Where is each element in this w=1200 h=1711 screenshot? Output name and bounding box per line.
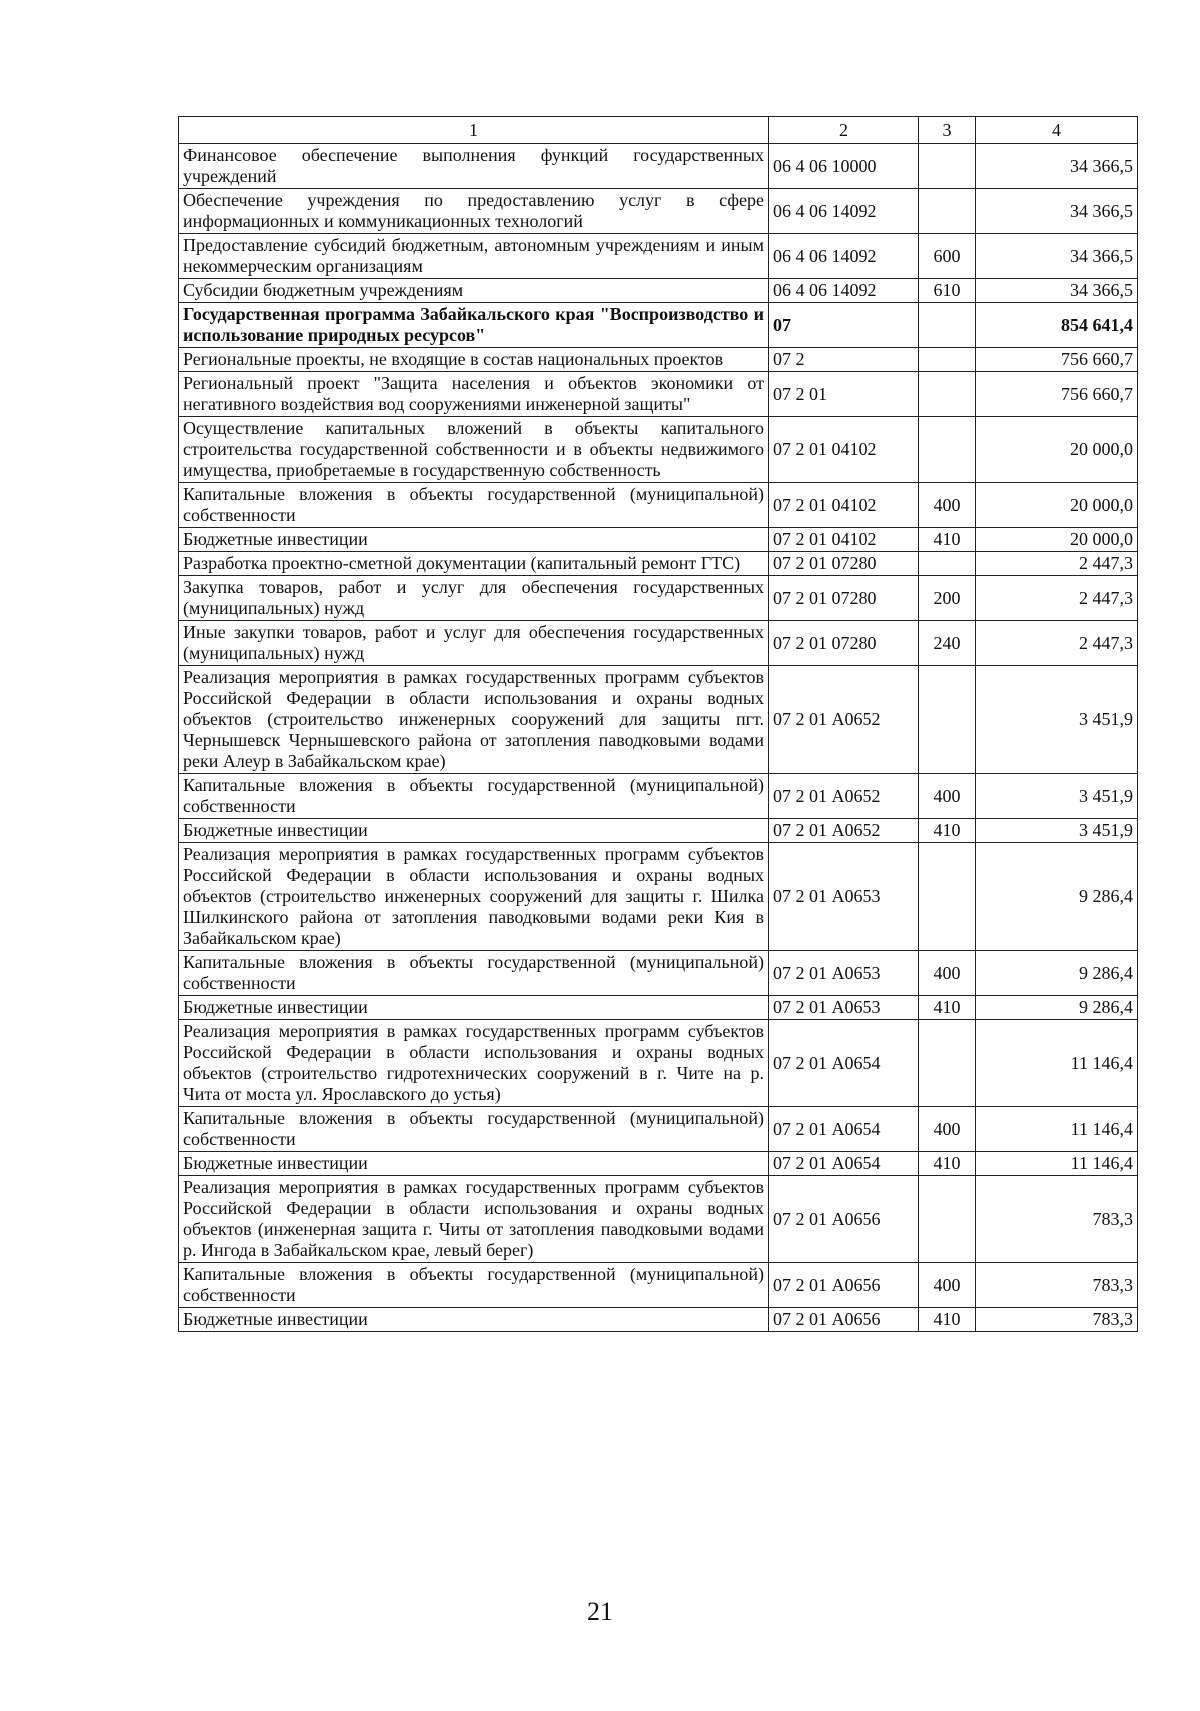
row-amount-cell: 9 286,4 bbox=[976, 996, 1138, 1020]
table-row bbox=[179, 483, 1138, 528]
row-code-cell: 07 2 01 А0652 bbox=[769, 774, 919, 819]
row-amount-cell: 11 146,4 bbox=[976, 1152, 1138, 1176]
row-name-cell: Бюджетные инвестиции bbox=[179, 996, 769, 1020]
row-name-cell: Государственная программа Забайкальского края "Воспроизводство и использование природных ресурсов" bbox=[179, 303, 769, 348]
row-amount-cell: 783,3 bbox=[976, 1308, 1138, 1332]
row-type-cell bbox=[919, 372, 976, 417]
row-code-cell: 06 4 06 14092 bbox=[769, 279, 919, 303]
row-name-cell: Реализация мероприятия в рамках государственных программ субъектов Российской Федерации в области использования и охраны водных объектов (строительство инженерных сооружений для защиты г. Шилка Шилкинского района от затопления паводковыми водами реки Кия в Забайкальском крае) bbox=[179, 843, 769, 951]
row-code-cell: 07 2 01 07280 bbox=[769, 621, 919, 666]
row-code-cell: 07 2 01 А0652 bbox=[769, 819, 919, 843]
header-col-3: 3 bbox=[919, 117, 976, 144]
row-amount-cell: 3 451,9 bbox=[976, 774, 1138, 819]
row-amount-cell: 9 286,4 bbox=[976, 951, 1138, 996]
row-amount-cell: 3 451,9 bbox=[976, 819, 1138, 843]
row-code-cell: 07 bbox=[769, 303, 919, 348]
table-row bbox=[179, 417, 1138, 483]
row-code-cell: 06 4 06 14092 bbox=[769, 189, 919, 234]
page-number: 21 bbox=[587, 1597, 613, 1626]
row-type-cell: 240 bbox=[919, 621, 976, 666]
row-amount-cell: 783,3 bbox=[976, 1263, 1138, 1308]
table-row bbox=[179, 528, 1138, 552]
row-type-cell bbox=[919, 303, 976, 348]
row-amount-cell: 34 366,5 bbox=[976, 234, 1138, 279]
row-code-cell: 06 4 06 14092 bbox=[769, 234, 919, 279]
row-type-cell: 400 bbox=[919, 1263, 976, 1308]
row-name-cell: Предоставление субсидий бюджетным, автономным учреждениям и иным некоммерческим организациям bbox=[179, 234, 769, 279]
row-type-cell bbox=[919, 348, 976, 372]
row-amount-cell: 20 000,0 bbox=[976, 483, 1138, 528]
row-type-cell: 410 bbox=[919, 1152, 976, 1176]
row-type-cell bbox=[919, 417, 976, 483]
row-amount-cell: 20 000,0 bbox=[976, 528, 1138, 552]
row-name-cell: Реализация мероприятия в рамках государственных программ субъектов Российской Федерации в области использования и охраны водных объектов (строительство инженерных сооружений для защиты пгт. Чернышевск Чернышевского района от затопления паводковыми водами реки Алеур в Забайкальском крае) bbox=[179, 666, 769, 774]
row-name-cell: Капитальные вложения в объекты государственной (муниципальной) собственности bbox=[179, 483, 769, 528]
row-code-cell: 07 2 01 07280 bbox=[769, 576, 919, 621]
row-amount-cell: 34 366,5 bbox=[976, 144, 1138, 189]
row-code-cell: 07 2 01 А0654 bbox=[769, 1152, 919, 1176]
row-type-cell bbox=[919, 843, 976, 951]
row-name-cell: Бюджетные инвестиции bbox=[179, 1308, 769, 1332]
row-name-cell: Региональные проекты, не входящие в состав национальных проектов bbox=[179, 348, 769, 372]
row-amount-cell: 34 366,5 bbox=[976, 189, 1138, 234]
table-row bbox=[179, 279, 1138, 303]
row-code-cell: 07 2 01 04102 bbox=[769, 483, 919, 528]
table-row bbox=[179, 303, 1138, 348]
row-code-cell: 07 2 bbox=[769, 348, 919, 372]
row-type-cell: 200 bbox=[919, 576, 976, 621]
row-amount-cell: 854 641,4 bbox=[976, 303, 1138, 348]
table-row bbox=[179, 348, 1138, 372]
table-row bbox=[179, 666, 1138, 774]
table-row bbox=[179, 621, 1138, 666]
row-code-cell: 07 2 01 04102 bbox=[769, 417, 919, 483]
row-code-cell: 07 2 01 07280 bbox=[769, 552, 919, 576]
row-code-cell: 07 2 01 А0653 bbox=[769, 951, 919, 996]
table-row bbox=[179, 996, 1138, 1020]
row-name-cell: Осуществление капитальных вложений в объекты капитального строительства государственной собственности и в объекты недвижимого имущества, приобретаемые в государственную собственность bbox=[179, 417, 769, 483]
row-code-cell: 07 2 01 А0656 bbox=[769, 1176, 919, 1263]
row-type-cell: 400 bbox=[919, 951, 976, 996]
row-name-cell: Капитальные вложения в объекты государственной (муниципальной) собственности bbox=[179, 951, 769, 996]
table-row bbox=[179, 1152, 1138, 1176]
row-amount-cell: 756 660,7 bbox=[976, 348, 1138, 372]
table-row bbox=[179, 189, 1138, 234]
row-amount-cell: 11 146,4 bbox=[976, 1107, 1138, 1152]
table-row bbox=[179, 1176, 1138, 1263]
row-code-cell: 07 2 01 04102 bbox=[769, 528, 919, 552]
row-amount-cell: 2 447,3 bbox=[976, 576, 1138, 621]
row-type-cell: 410 bbox=[919, 1308, 976, 1332]
row-name-cell: Закупка товаров, работ и услуг для обеспечения государственных (муниципальных) нужд bbox=[179, 576, 769, 621]
table-body bbox=[179, 144, 1138, 1332]
row-amount-cell: 2 447,3 bbox=[976, 552, 1138, 576]
row-type-cell bbox=[919, 189, 976, 234]
row-code-cell: 07 2 01 А0654 bbox=[769, 1020, 919, 1107]
table-row bbox=[179, 1263, 1138, 1308]
row-name-cell: Разработка проектно-сметной документации (капитальный ремонт ГТС) bbox=[179, 552, 769, 576]
header-col-2: 2 bbox=[769, 117, 919, 144]
row-amount-cell: 20 000,0 bbox=[976, 417, 1138, 483]
row-type-cell: 600 bbox=[919, 234, 976, 279]
row-name-cell: Субсидии бюджетным учреждениям bbox=[179, 279, 769, 303]
row-name-cell: Капитальные вложения в объекты государственной (муниципальной) собственности bbox=[179, 774, 769, 819]
table-header-row bbox=[179, 117, 1138, 144]
table-row bbox=[179, 819, 1138, 843]
row-code-cell: 07 2 01 А0653 bbox=[769, 996, 919, 1020]
table-row bbox=[179, 1107, 1138, 1152]
row-type-cell: 410 bbox=[919, 528, 976, 552]
row-name-cell: Бюджетные инвестиции bbox=[179, 528, 769, 552]
row-type-cell bbox=[919, 1020, 976, 1107]
row-code-cell: 07 2 01 bbox=[769, 372, 919, 417]
table-row bbox=[179, 552, 1138, 576]
row-name-cell: Капитальные вложения в объекты государственной (муниципальной) собственности bbox=[179, 1107, 769, 1152]
row-name-cell: Финансовое обеспечение выполнения функций государственных учреждений bbox=[179, 144, 769, 189]
table-row bbox=[179, 234, 1138, 279]
row-type-cell bbox=[919, 1176, 976, 1263]
row-amount-cell: 783,3 bbox=[976, 1176, 1138, 1263]
row-type-cell: 400 bbox=[919, 774, 976, 819]
header-col-1: 1 bbox=[179, 117, 769, 144]
row-name-cell: Реализация мероприятия в рамках государственных программ субъектов Российской Федерации в области использования и охраны водных объектов (инженерная защита г. Читы от затопления паводковыми водами р. Ингода в Забайкальском крае, левый берег) bbox=[179, 1176, 769, 1263]
row-amount-cell: 2 447,3 bbox=[976, 621, 1138, 666]
row-name-cell: Иные закупки товаров, работ и услуг для обеспечения государственных (муниципальных) нужд bbox=[179, 621, 769, 666]
row-amount-cell: 11 146,4 bbox=[976, 1020, 1138, 1107]
row-type-cell: 610 bbox=[919, 279, 976, 303]
table-row bbox=[179, 576, 1138, 621]
row-amount-cell: 9 286,4 bbox=[976, 843, 1138, 951]
row-amount-cell: 3 451,9 bbox=[976, 666, 1138, 774]
row-name-cell: Бюджетные инвестиции bbox=[179, 1152, 769, 1176]
budget-table bbox=[178, 116, 1138, 1332]
table-row bbox=[179, 843, 1138, 951]
row-type-cell: 400 bbox=[919, 1107, 976, 1152]
row-amount-cell: 756 660,7 bbox=[976, 372, 1138, 417]
row-code-cell: 07 2 01 А0656 bbox=[769, 1308, 919, 1332]
table-row bbox=[179, 372, 1138, 417]
table-row bbox=[179, 774, 1138, 819]
row-name-cell: Капитальные вложения в объекты государственной (муниципальной) собственности bbox=[179, 1263, 769, 1308]
row-type-cell bbox=[919, 666, 976, 774]
table-row bbox=[179, 144, 1138, 189]
row-code-cell: 07 2 01 А0652 bbox=[769, 666, 919, 774]
row-type-cell bbox=[919, 144, 976, 189]
row-amount-cell: 34 366,5 bbox=[976, 279, 1138, 303]
row-name-cell: Обеспечение учреждения по предоставлению услуг в сфере информационных и коммуникационных технологий bbox=[179, 189, 769, 234]
table-row bbox=[179, 951, 1138, 996]
row-code-cell: 07 2 01 А0656 bbox=[769, 1263, 919, 1308]
table-row bbox=[179, 1020, 1138, 1107]
row-code-cell: 07 2 01 А0654 bbox=[769, 1107, 919, 1152]
row-type-cell: 410 bbox=[919, 819, 976, 843]
table-row bbox=[179, 1308, 1138, 1332]
row-type-cell: 400 bbox=[919, 483, 976, 528]
row-type-cell bbox=[919, 552, 976, 576]
row-code-cell: 06 4 06 10000 bbox=[769, 144, 919, 189]
row-name-cell: Региональный проект "Защита населения и объектов экономики от негативного воздействия вод сооружениями инженерной защиты" bbox=[179, 372, 769, 417]
row-name-cell: Бюджетные инвестиции bbox=[179, 819, 769, 843]
row-code-cell: 07 2 01 А0653 bbox=[769, 843, 919, 951]
header-col-4: 4 bbox=[976, 117, 1138, 144]
row-type-cell: 410 bbox=[919, 996, 976, 1020]
row-name-cell: Реализация мероприятия в рамках государственных программ субъектов Российской Федерации в области использования и охраны водных объектов (строительство гидротехнических сооружений в г. Чите на р. Чита от моста ул. Ярославского до устья) bbox=[179, 1020, 769, 1107]
